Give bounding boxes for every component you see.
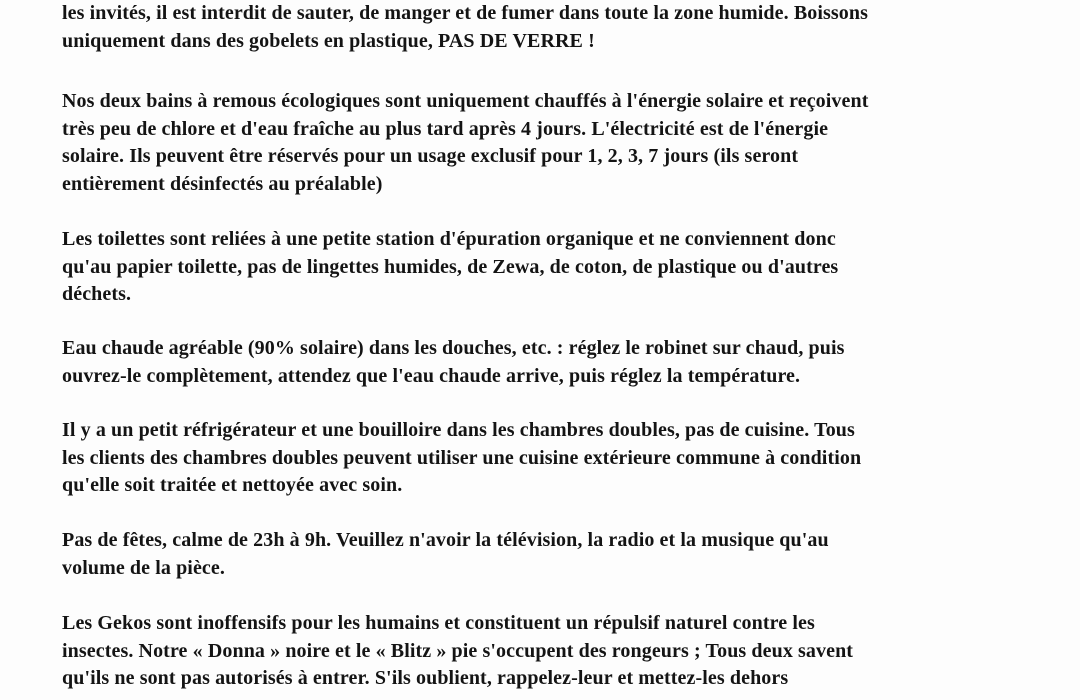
text-line: qu'au papier toilette, pas de lingettes humides, de Zewa, de coton, de plastique ou d'autres bbox=[62, 255, 839, 278]
paragraph-glass-rule bbox=[62, 0, 1022, 55]
text-line: Les toilettes sont reliées à une petite station d'épuration organique et ne conviennent donc bbox=[62, 228, 836, 250]
text-line: Il y a un petit réfrigérateur et une bouilloire dans les chambres doubles, pas de cuisine. Tous bbox=[62, 419, 855, 441]
paragraph-geckos-pets bbox=[62, 610, 1022, 693]
text-line: les invités, il est interdit de sauter, de manger et de fumer dans toute la zone humide. Boissons bbox=[62, 2, 868, 24]
text-line: Pas de fêtes, calme de 23h à 9h. Veuillez n'avoir la télévision, la radio et la musique qu'au bbox=[62, 529, 829, 551]
paragraph-kitchen bbox=[62, 417, 1022, 500]
text-line: ouvrez-le complètement, attendez que l'eau chaude arrive, puis réglez la température. bbox=[62, 364, 801, 387]
paragraph-toilets bbox=[62, 226, 1022, 309]
text-line: les clients des chambres doubles peuvent utiliser une cuisine extérieure commune à condition bbox=[62, 446, 862, 469]
text-line: entièrement désinfectés au préalable) bbox=[62, 172, 383, 195]
paragraph-quiet-hours bbox=[62, 527, 1022, 582]
text-line: qu'elle soit traitée et nettoyée avec soin. bbox=[62, 474, 403, 496]
text-line: insectes. Notre « Donna » noire et le « Blitz » pie s'occupent des rongeurs ; Tous deux savent bbox=[62, 639, 854, 662]
text-line: volume de la pièce. bbox=[62, 556, 225, 579]
text-line: Nos deux bains à remous écologiques sont uniquement chauffés à l'énergie solaire et reçoivent bbox=[62, 90, 869, 112]
paragraph-hot-water bbox=[62, 335, 1022, 390]
text-line: très peu de chlore et d'eau fraîche au plus tard après 4 jours. L'électricité est de l'énergie bbox=[62, 117, 829, 140]
paragraph-hot-tubs bbox=[62, 88, 1022, 198]
text-line: solaire. Ils peuvent être réservés pour un usage exclusif pour 1, 2, 3, 7 jours (ils seront bbox=[62, 145, 799, 167]
text-line: Les Gekos sont inoffensifs pour les humains et constituent un répulsif naturel contre les bbox=[62, 612, 815, 634]
text-line: Eau chaude agréable (90% solaire) dans les douches, etc. : réglez le robinet sur chaud, puis bbox=[62, 337, 845, 359]
text-line: qu'ils ne sont pas autorisés à entrer. S'ils oublient, rappelez-leur et mettez-les dehors bbox=[62, 667, 789, 689]
text-line: uniquement dans des gobelets en plastique, PAS DE VERRE ! bbox=[62, 29, 595, 52]
text-line: déchets. bbox=[62, 283, 132, 305]
